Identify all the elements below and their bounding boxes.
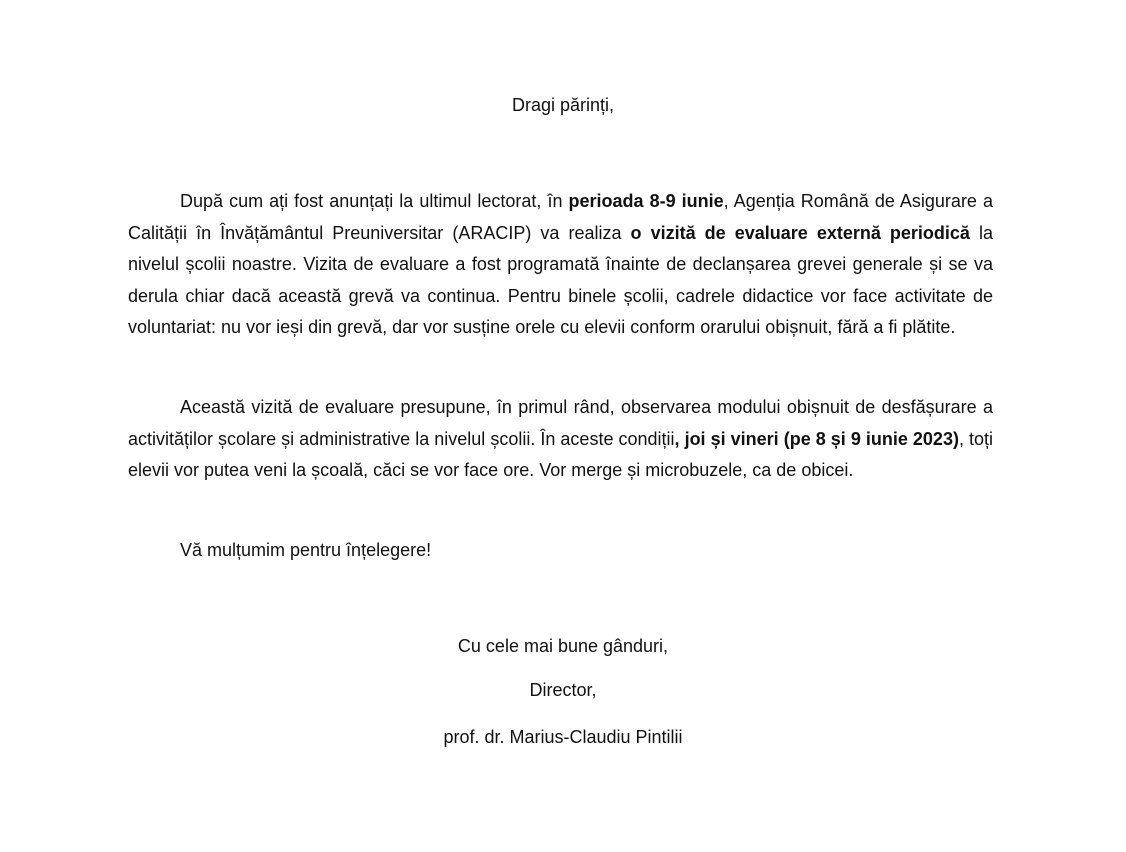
greeting: Dragi părinți, — [511, 95, 615, 115]
p2-bold-days: , joi și vineri (pe 8 și 9 iunie 2023) — [674, 428, 959, 449]
paragraph-announcement — [128, 186, 993, 344]
p1-text-1: După cum ați fost anunțați la ultimul lectorat, în — [180, 191, 569, 211]
closing-line: Cu cele mai bune gânduri, — [457, 636, 669, 656]
signatory-role: Director, — [529, 680, 597, 700]
p1-bold-visit: o vizită de evaluare externă periodică — [630, 222, 970, 243]
signatory-name: prof. dr. Marius-Claudiu Pintilii — [443, 727, 683, 747]
p1-text-2: , Agenția Română de Asigurare a Calității în Învățământul Preuniversitar (ARACIP) va realiza — [128, 191, 993, 243]
paragraph-thanks: Vă mulțumim pentru înțelegere! — [180, 540, 432, 560]
paragraph-evaluation — [128, 392, 993, 487]
p1-bold-period: perioada 8-9 iunie — [568, 191, 724, 211]
p2-text-2: , toți elevii vor putea veni la școală, căci se vor face ore. Vor merge și microbuzele, ca de obicei. — [128, 428, 993, 480]
p2-text-1: Această vizită de evaluare presupune, în primul rând, observarea modului obișnuit de desfășurare a activităților școlare și administrative la nivelul școlii. În aceste condiții — [128, 397, 993, 449]
p1-text-3: la nivelul școlii noastre. Vizita de evaluare a fost programată înainte de declanșarea grevei generale și se va derula chiar dacă această grevă va continua. Pentru binele școlii, cadrele didactice vor face activitate de voluntariat: nu vor ieși din grevă, dar vor susține orele cu elevii conform orarului obișnuit, fără a fi plătite. — [128, 222, 994, 337]
